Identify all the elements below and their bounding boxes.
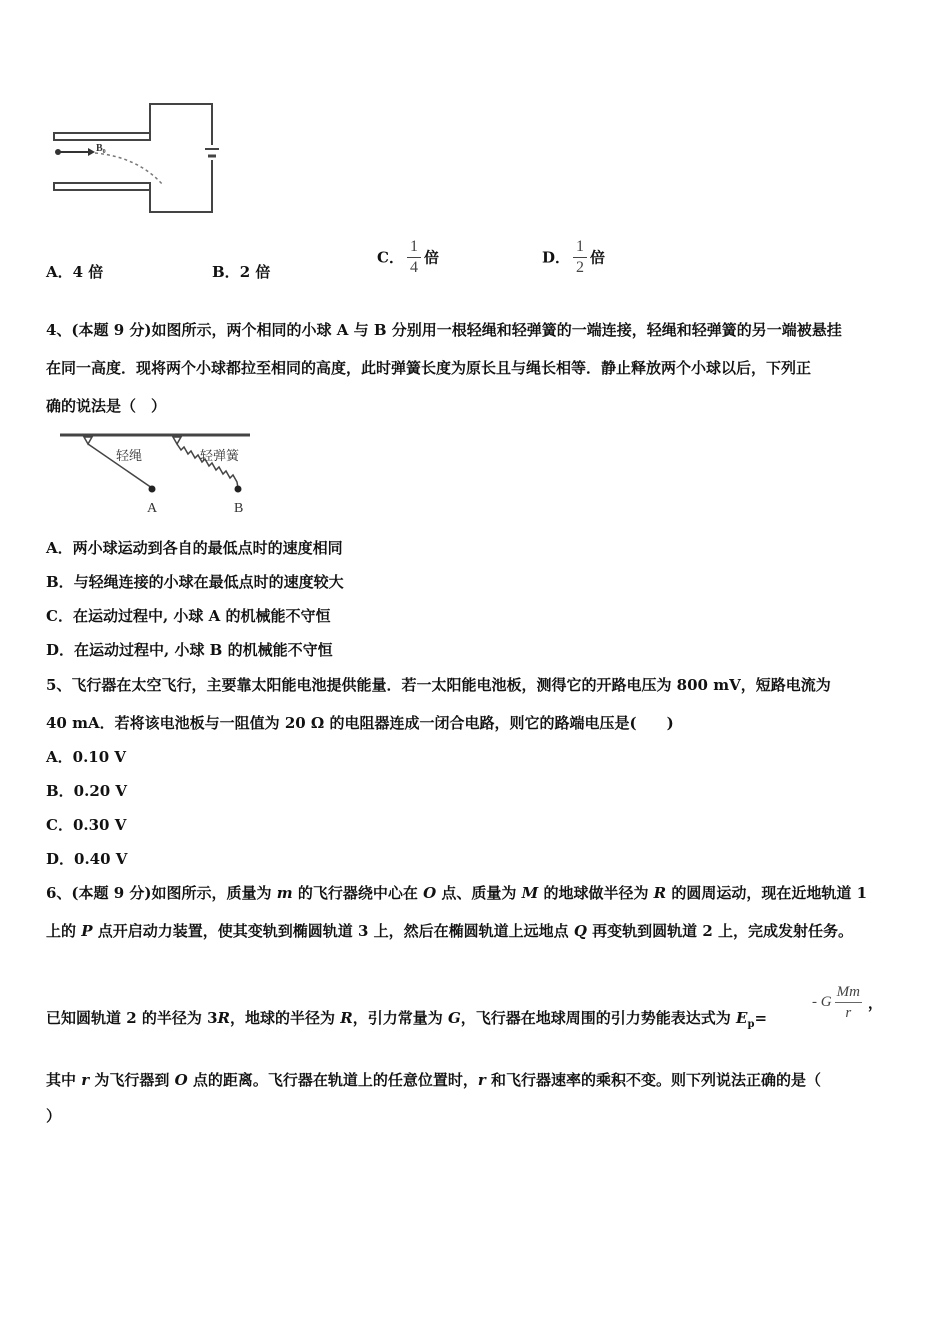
ball-a (149, 486, 156, 493)
trajectory-dashed (95, 153, 163, 185)
option-text: 倍 (590, 248, 606, 267)
q5-option-d[interactable]: D．0.40 V (46, 850, 128, 868)
option-letter: B． (212, 263, 240, 281)
fraction: $\frac{1}{4}$ (407, 237, 421, 278)
q4-option-c[interactable]: C．在运动过程中, 小球 A 的机械能不守恒 (46, 607, 331, 625)
option-letter: D． (542, 248, 571, 267)
q4-option-d[interactable]: D．在运动过程中, 小球 B 的机械能不守恒 (46, 641, 333, 659)
option-text: 倍 (423, 248, 439, 267)
ball-b-label: B (234, 501, 244, 516)
option-letter: C． (377, 248, 404, 267)
ball-b (235, 486, 242, 493)
q6-stem-line-5: ） (46, 1107, 62, 1125)
hook-a (84, 437, 92, 444)
formula-after: ， (867, 996, 883, 1012)
q3-option-a[interactable] (46, 262, 103, 282)
capacitor-plates-figure (48, 95, 223, 220)
circuit-wire (150, 104, 212, 145)
rope-label: 轻绳 (116, 449, 143, 464)
q4-option-b[interactable]: B．与轻绳连接的小球在最低点时的速度较大 (46, 573, 344, 591)
q5-option-a[interactable]: A．0.10 V (46, 748, 127, 766)
q4-stem-line-1: 4、(本题 9 分)如图所示，两个相同的小球 A 与 B 分别用一根轻绳和轻弹簧的一端连接，轻绳和轻弹簧的另一端被悬挂 (46, 321, 842, 339)
option-text: 2 倍 (239, 263, 271, 281)
q6-stem-line-1: 6、(本题 9 分)如图所示，质量为 m 的飞行器绕中心在 O 点、质量为 M 的地球做半径为 R 的圆周运动，现在近地轨道 1 (46, 884, 868, 902)
q5-stem-line-2: 40 mA．若将该电池板与一阻值为 20 Ω 的电阻器连成一闭合电路，则它的路端电压是( ) (46, 714, 674, 732)
q5-option-b[interactable]: B．0.20 V (46, 782, 128, 800)
option-text: 4 倍 (72, 263, 104, 281)
q6-stem-line-3: 已知圆轨道 2 的半径为 3R，地球的半径为 R，引力常量为 G，飞行器在地球周围的引力势能表达式为 $E_p=$ (46, 1009, 768, 1030)
ball-a-label: A (147, 501, 158, 516)
fraction: $\frac{1}{2}$ (573, 237, 587, 278)
q3-option-d[interactable] (542, 237, 605, 278)
q4-stem-line-2: 在同一高度．现将两个小球都拉至相同的高度，此时弹簧长度为原长且与绳长相等．静止释放两个小球以后，下列正 (46, 359, 812, 377)
q6-stem-line-2: 上的 P 点开启动力装置，使其变轨到椭圆轨道 3 上，然后在椭圆轨道上远地点 Q 再变轨到圆轨道 2 上，完成发射任务。 (46, 922, 854, 940)
q6-stem-line-4: 其中 r 为飞行器到 O 点的距离。飞行器在轨道上的任意位置时，r 和飞行器速率的乘积不变。则下列说法正确的是（ (46, 1071, 822, 1089)
spring-label: 轻弹簧 (200, 449, 240, 464)
arrow-head (88, 148, 95, 156)
q4-stem-line-3: 确的说法是（ ） (46, 397, 167, 415)
q3-option-c[interactable] (377, 237, 439, 278)
velocity-label: B₀ (96, 143, 106, 154)
upper-plate (54, 133, 150, 140)
q3-option-b[interactable] (212, 262, 270, 282)
formula-fraction: $\frac{Mm}{r}$ (836, 984, 860, 1021)
formula-prefix: - G (812, 994, 832, 1010)
q5-option-c[interactable]: C．0.30 V (46, 816, 127, 834)
hook-b (173, 437, 181, 444)
option-letter: A． (46, 263, 73, 281)
circuit-wire-lower (150, 160, 212, 212)
lower-plate (54, 183, 150, 190)
rope-spring-figure (58, 430, 258, 518)
q5-stem-line-1: 5、飞行器在太空飞行，主要靠太阳能电池提供能量．若一太阳能电池板，测得它的开路电压为 800 mV，短路电流为 (46, 676, 831, 694)
q4-option-a[interactable]: A．两小球运动到各自的最低点时的速度相同 (46, 539, 343, 557)
potential-energy-formula (812, 982, 883, 1023)
